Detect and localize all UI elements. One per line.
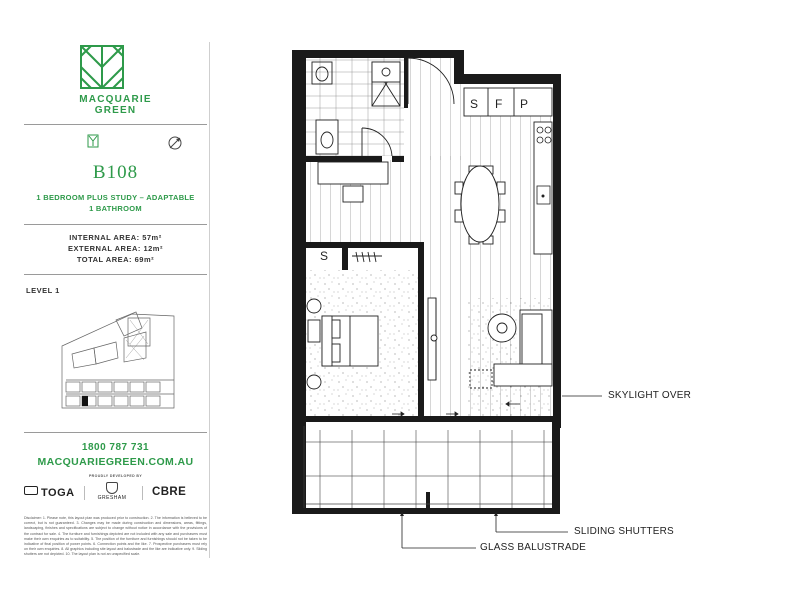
total-area: TOTAL AREA: 69m² [76,255,155,264]
cbre-logo: CBRE [152,486,187,498]
brand-line-1: MACQUARIE [79,94,152,105]
external-area: EXTERNAL AREA: 12m² [68,244,163,253]
unit-code: B108 [92,162,139,183]
phone-number[interactable]: 1800 787 731 [81,442,150,453]
vanity-icon [316,120,338,154]
study-desk [318,162,388,184]
gresham-label: GRESHAM [97,495,127,501]
study-label: S [320,249,329,263]
disclaimer-text: Disclaimer: 1. Please note, this layout plan was produced prior to construction. 2. The information is believed to be correct, but is not guaranteed. 3. Changes may be made during construction and dimensions, areas, fittings, landscaping, finishes and specifications are subject to change without notice in accordance with the provisions of the contract for sale. 4. The furniture and furnishings depicted are not included with any sale and purchasers must make their own enquiries as to suitability. 5. The position of the furniture and furnishings should not be taken to be indicative of final position of power points. 6. Connection points and the like. 7. Prospective purchasers must rely on their own enquiries. 8. All graphics including site layout and balustrade and the like are indicative only. 9. Sliding shutters are not depicted. 10. The layout plan is not an unspecified scale. [24,516,207,557]
unit-description-line-2: 1 BATHROOM [89,204,142,213]
glass-balustrade-callout: GLASS BALUSTRADE [480,542,587,553]
study-chair [343,186,363,202]
internal-area: INTERNAL AREA: 57m² [69,233,162,242]
toga-label: TOGA [41,487,75,499]
level-label: LEVEL 1 [26,286,60,295]
developed-by-label: PROUDLY DEVELOPED BY [88,474,143,478]
store-label-s: S [470,97,479,111]
sliding-shutters-callout: SLIDING SHUTTERS [574,526,674,537]
unit-description-line-1: 1 BEDROOM PLUS STUDY – ADAPTABLE [36,193,195,202]
store-label-f: F [495,97,503,111]
brand-line-2: GREEN [94,105,137,116]
skylight-callout: SKYLIGHT OVER [608,390,691,401]
wardrobe-icon [352,252,382,262]
store-label-p: P [520,97,529,111]
website-link[interactable]: MACQUARIEGREEN.COM.AU [37,456,194,468]
